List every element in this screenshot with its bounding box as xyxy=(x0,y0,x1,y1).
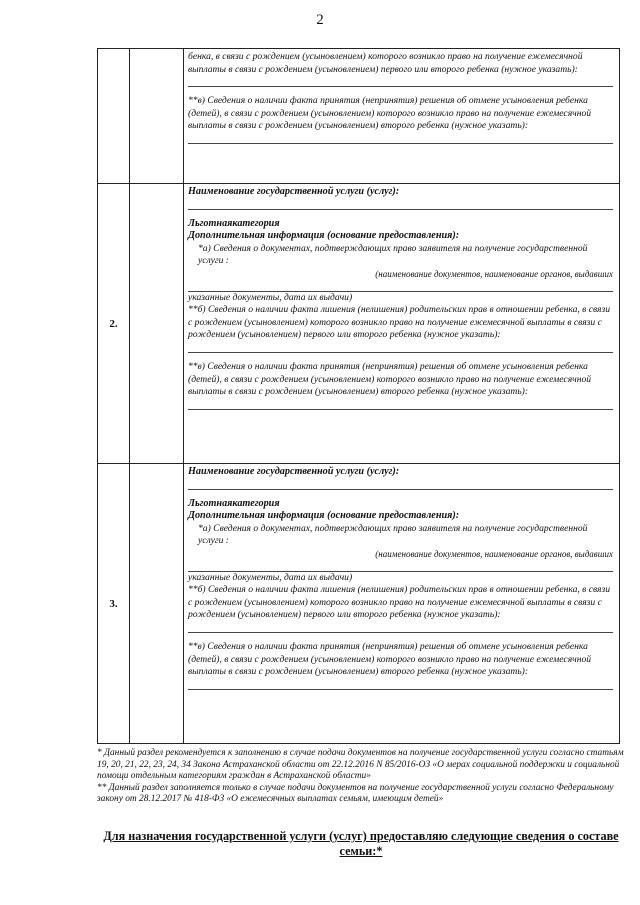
docs-hint-2: указанные документы, дата их выдачи) xyxy=(188,291,353,303)
additional-info-label: Дополнительная информация (основание предоставления): xyxy=(188,230,460,242)
fill-line[interactable] xyxy=(188,133,613,144)
row-number: 2. xyxy=(98,184,130,464)
fill-line[interactable] xyxy=(188,342,613,353)
service-name-field[interactable] xyxy=(188,479,613,490)
row-content xyxy=(184,49,620,184)
fill-line[interactable] xyxy=(188,76,613,87)
service-name-label: Наименование государственной услуги (услуг): xyxy=(188,466,400,477)
additional-info-label: Дополнительная информация (основание предоставления): xyxy=(188,510,460,522)
item-a-text: *а) Сведения о документах, подтверждающих право заявителя на получение государственной услуги : xyxy=(198,522,588,547)
table-row xyxy=(98,184,620,464)
fill-line[interactable] xyxy=(188,399,613,410)
footnote-2: ** Данный раздел заполняется только в случае подачи документов на получение государственной услуги согласно Федеральному закону от 28.12.2017 № 418-ФЗ «О ежемесячных выплатах семьям, имеющим детей» xyxy=(97,782,614,805)
row-number: 3. xyxy=(98,464,130,744)
family-section-heading: Для назначения государственной услуги (услуг) предоставляю следующие сведения о составе семьи:* xyxy=(103,829,619,858)
row-number-cell xyxy=(98,49,130,184)
item-a-text: *а) Сведения о документах, подтверждающих право заявителя на получение государственной услуги : xyxy=(198,242,588,267)
empty-cell xyxy=(130,464,184,744)
row-content xyxy=(184,184,620,464)
fill-line[interactable] xyxy=(188,622,613,633)
item-b-text: **б) Сведения о наличии факта лишения (нелишения) родительских прав в отношении ребенка, в связи с рождением (усыновлением) которого возникло право на получение ежемесячной выплаты в связи с рождением (усыновлением) первого или второго ребенка (нужное указать): xyxy=(188,584,611,621)
service-name-label: Наименование государственной услуги (услуг): xyxy=(188,186,400,197)
empty-cell xyxy=(130,184,184,464)
table-row xyxy=(98,49,620,184)
item-v-text: **в) Сведения о наличии факта принятия (непринятия) решения об отмене усыновления ребенка (детей), в связи с рождением (усыновлением) которого возникло право на получение ежемесячной выплаты в связи с рождением (усыновлением) второго ребенка (нужное указать): xyxy=(188,95,592,132)
continued-text: бенка, в связи с рождением (усыновлением) которого возникло право на получение ежемесячной выплаты в связи с рождением (усыновлением) первого или второго ребенка (нужное указать): xyxy=(188,51,583,75)
fill-line[interactable] xyxy=(188,281,613,292)
fill-line[interactable] xyxy=(188,561,613,572)
docs-hint-2: указанные документы, дата их выдачи) xyxy=(188,571,353,583)
row-content xyxy=(184,464,620,744)
page-number: 2 xyxy=(316,12,324,28)
category-label: Льготнаякатегория xyxy=(188,217,280,229)
footnote-1: * Данный раздел рекомендуется к заполнению в случае подачи документов на получение государственной услуги согласно статьям 19, 20, 21, 22, 23, 24, 34 Закона Астраханской области от 22.12.2016 N 85/2016-ОЗ «О мерах социальной поддержки и социальной помощи отдельным категориям граждан в Астраханской области» xyxy=(97,748,624,782)
category-label: Льготнаякатегория xyxy=(188,497,280,509)
item-v-text: **в) Сведения о наличии факта принятия (непринятия) решения об отмене усыновления ребенка (детей), в связи с рождением (усыновлением) которого возникло право на получение ежемесячной выплаты в связи с рождением (усыновлением) второго ребенка (нужное указать): xyxy=(188,640,592,678)
footnotes xyxy=(97,748,625,806)
empty-cell xyxy=(130,49,184,184)
table-row xyxy=(98,464,620,744)
service-name-field[interactable] xyxy=(188,199,613,210)
docs-hint: (наименование документов, наименование органов, выдавших xyxy=(375,548,613,559)
item-v-text: **в) Сведения о наличии факта принятия (непринятия) решения об отмене усыновления ребенка (детей), в связи с рождением (усыновлением) которого возникло право на получение ежемесячной выплаты в связи с рождением (усыновлением) второго ребенка (нужное указать): xyxy=(188,360,592,398)
fill-line[interactable] xyxy=(188,679,613,690)
docs-hint: (наименование документов, наименование органов, выдавших xyxy=(375,268,613,279)
benefits-table xyxy=(97,48,620,744)
item-b-text: **б) Сведения о наличии факта лишения (нелишения) родительских прав в отношении ребенка, в связи с рождением (усыновлением) которого возникло право на получение ежемесячной выплаты в связи с рождением (усыновлением) первого или второго ребенка (нужное указать): xyxy=(188,304,611,341)
